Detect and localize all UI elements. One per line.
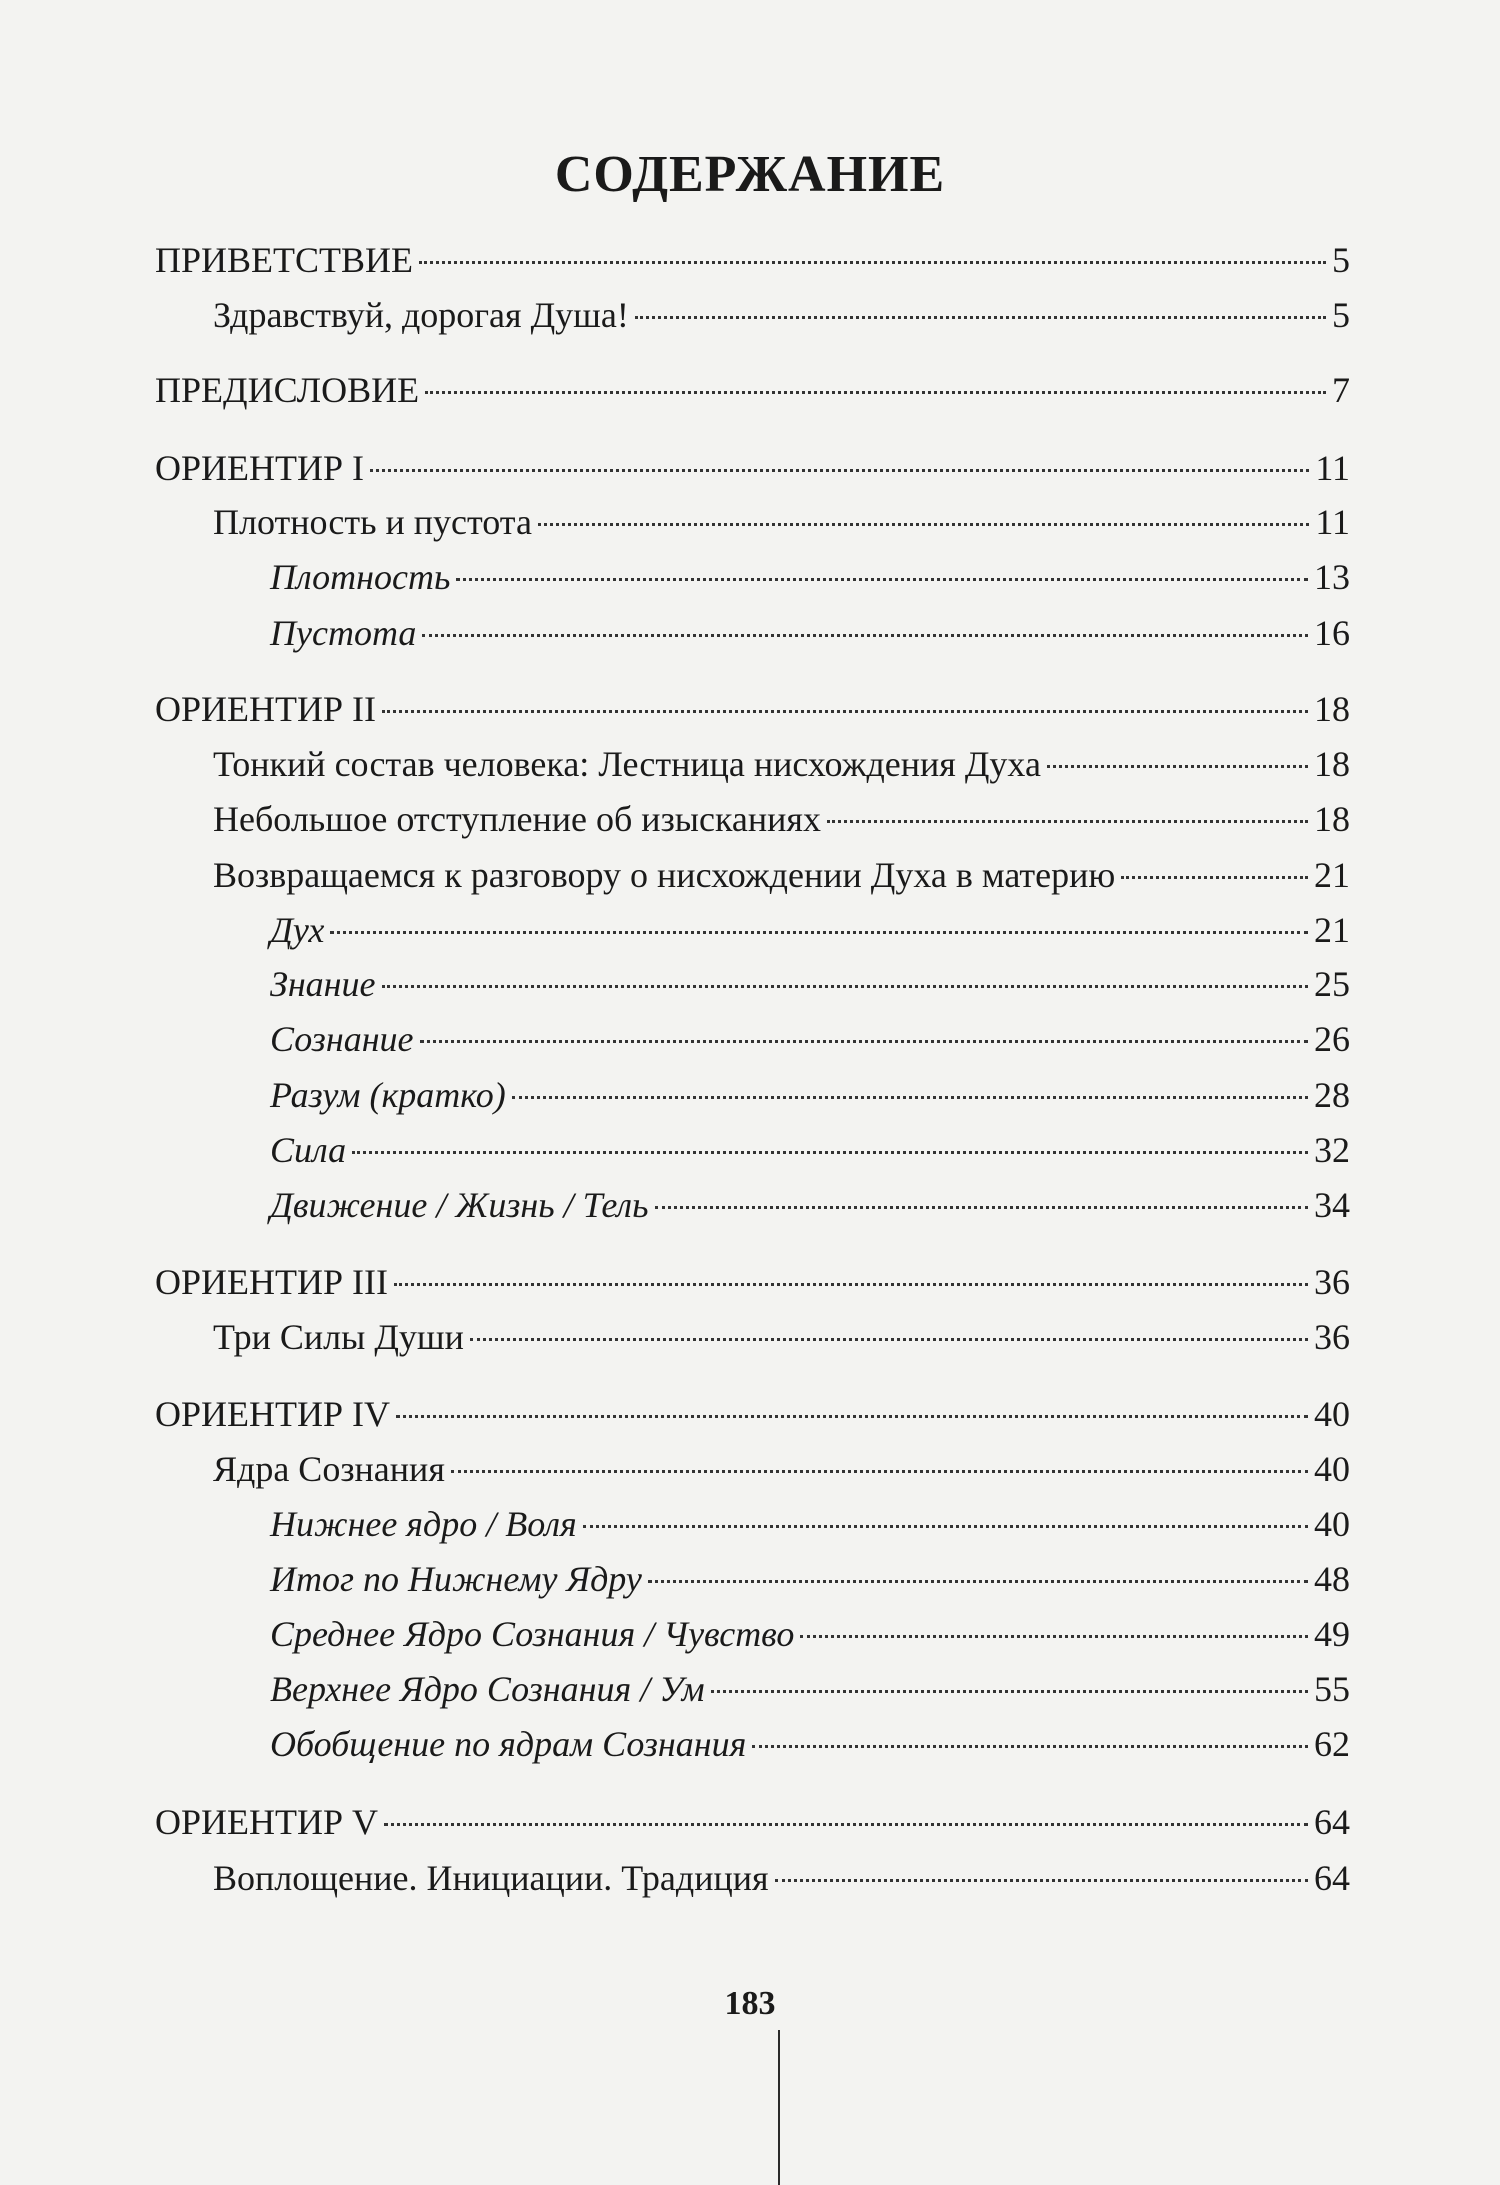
toc-entry [270,555,1350,599]
dot-leader [420,1040,1308,1043]
dot-leader [330,931,1308,934]
toc-entry-page: 5 [1332,240,1350,280]
toc-entry-label: Три Силы Души [213,1317,464,1357]
dot-leader [583,1525,1308,1528]
toc-entry-label: Здравствуй, дорогая Душа! [213,295,629,335]
toc-entry [155,368,1350,412]
toc-entry-page: 40 [1314,1504,1350,1544]
toc-entry-page: 40 [1314,1449,1350,1489]
dot-leader [800,1635,1308,1638]
toc-entry-label: Итог по Нижнему Ядру [270,1559,642,1599]
toc-entry-page: 25 [1314,964,1350,1004]
dot-leader [384,1823,1308,1826]
toc-entry-page: 36 [1314,1317,1350,1357]
toc-entry [213,742,1350,786]
toc-entry-label: Тонкий состав человека: Лестница нисхождения Духа [213,744,1041,784]
toc-entry [270,962,1350,1006]
dot-leader [1121,876,1308,879]
toc-entry-page: 18 [1314,799,1350,839]
toc-entry [213,1315,1350,1359]
toc-entry-label: Возвращаемся к разговору о нисхождении Духа в материю [213,855,1116,895]
toc-entry [270,1183,1350,1227]
toc-entry-page: 48 [1314,1559,1350,1599]
dot-leader [394,1283,1308,1286]
toc-entry [270,1557,1350,1601]
toc-entry-label: Верхнее Ядро Сознания / Ум [270,1669,705,1709]
toc-entry-page: 5 [1332,295,1350,335]
dot-leader [425,391,1326,394]
page-number: 183 [724,1985,776,2022]
toc-entry [270,1128,1350,1172]
toc-entry-page: 64 [1314,1802,1350,1842]
toc-entry-page: 7 [1332,370,1350,410]
toc-entry-label: Небольшое отступление об изысканиях [213,799,821,839]
toc-entry-label: Движение / Жизнь / Тель [270,1185,649,1225]
toc-entry-label: ОРИЕНТИР III [155,1262,388,1302]
toc-entry-page: 49 [1314,1614,1350,1654]
toc-entry-label: ОРИЕНТИР I [155,448,365,488]
toc-entry-label: Дух [270,910,325,950]
dot-leader [382,710,1308,713]
toc-entry [213,1856,1350,1900]
toc-entry-page: 34 [1314,1185,1350,1225]
toc-entry-label: ПРЕДИСЛОВИЕ [155,370,420,410]
toc-entry-label: Обобщение по ядрам Сознания [270,1724,747,1764]
toc-entry [213,853,1350,897]
toc-entry-label: Ядра Сознания [213,1449,445,1489]
toc-entry [213,797,1350,841]
dot-leader [775,1879,1308,1882]
toc-entry [270,1073,1350,1117]
dot-leader [648,1580,1308,1583]
dot-leader [352,1151,1308,1154]
toc-entry-label: Сознание [270,1019,414,1059]
toc-entry-label: Сила [270,1130,347,1170]
toc-entry-label: Нижнее ядро / Воля [270,1504,577,1544]
toc-entry-label: Воплощение. Инициации. Традиция [213,1858,769,1898]
toc-entry-page: 64 [1314,1858,1350,1898]
toc-entry-label: Знание [270,964,376,1004]
toc-entry [213,293,1350,337]
toc-entry-page: 32 [1314,1130,1350,1170]
toc-entry-page: 18 [1314,744,1350,784]
toc-entry-label: ОРИЕНТИР II [155,689,376,729]
toc-entry-label: Пустота [270,613,417,653]
toc-entry [270,1612,1350,1656]
toc-entry-page: 13 [1314,557,1350,597]
toc-entry-page: 26 [1314,1019,1350,1059]
dot-leader [382,985,1308,988]
dot-leader [752,1745,1308,1748]
toc-entry [155,1800,1350,1844]
toc-entry-label: ОРИЕНТИР V [155,1802,379,1842]
toc-entry-label: ПРИВЕТСТВИЕ [155,240,414,280]
page-title: СОДЕРЖАНИЕ [554,146,946,203]
dot-leader [827,820,1308,823]
toc-entry [155,1260,1350,1304]
toc-entry-page: 21 [1314,855,1350,895]
dot-leader [635,316,1326,319]
toc-entry-label: Плотность [270,557,451,597]
toc-entry-label: Плотность и пустота [213,502,532,542]
toc-entry [270,611,1350,655]
toc-entry [270,1017,1350,1061]
toc-entry [213,1447,1350,1491]
dot-leader [419,261,1326,264]
dot-leader [456,578,1308,581]
dot-leader [711,1690,1308,1693]
dot-leader [655,1206,1308,1209]
toc-entry-page: 36 [1314,1262,1350,1302]
binding-line [778,2030,780,2185]
toc-entry [155,446,1350,490]
toc-entry-page: 16 [1314,613,1350,653]
toc-entry [270,1722,1350,1766]
toc-entry-label: Разум (кратко) [270,1075,506,1115]
toc-entry-label: Среднее Ядро Сознания / Чувство [270,1614,795,1654]
toc-entry-page: 11 [1315,502,1350,542]
toc-entry-page: 55 [1314,1669,1350,1709]
dot-leader [370,469,1309,472]
toc-entry-page: 11 [1315,448,1350,488]
toc-entry-label: ОРИЕНТИР IV [155,1394,391,1434]
toc-entry [155,1392,1350,1436]
toc-entry [213,500,1350,544]
dot-leader [422,634,1308,637]
toc-entry [155,687,1350,731]
toc-entry-page: 40 [1314,1394,1350,1434]
toc-entry [270,908,1350,952]
toc-entry [270,1667,1350,1711]
dot-leader [1047,765,1308,768]
toc-entry-page: 21 [1314,910,1350,950]
dot-leader [512,1096,1308,1099]
toc-entry-page: 18 [1314,689,1350,729]
toc-entry-page: 28 [1314,1075,1350,1115]
toc-entry [270,1502,1350,1546]
dot-leader [396,1415,1308,1418]
toc-entry [155,238,1350,282]
dot-leader [451,1470,1308,1473]
dot-leader [470,1338,1308,1341]
dot-leader [538,523,1309,526]
toc-entry-page: 62 [1314,1724,1350,1764]
